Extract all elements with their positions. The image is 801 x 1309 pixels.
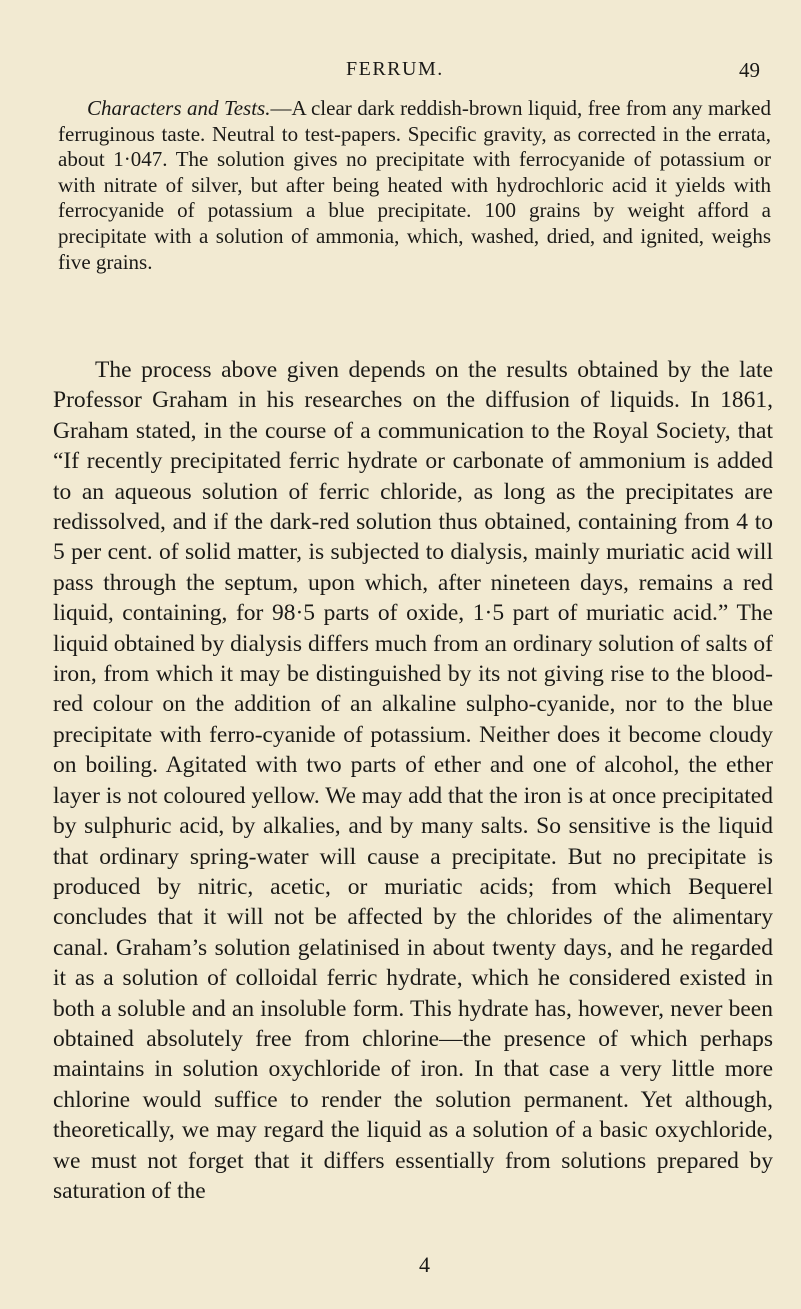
running-title: FERRUM. [346, 58, 444, 80]
running-head [0, 58, 801, 88]
section-heading: Characters and Tests. [87, 96, 271, 120]
characters-and-tests-paragraph [58, 96, 771, 275]
signature-mark: 4 [419, 1252, 430, 1277]
process-paragraph: The process above given depends on the results obtained by the late Professor Graham in his researches on the diffusion of liquids. In 1861, Graham stated, in the course of a communication to the Royal Society, that “If recently precipitated ferric hydrate or carbonate of ammonium is added to an aqueous solution of ferric chloride, as long as the precipitates are redissolved, and if the dark-red solution thus obtained, containing from 4 to 5 per cent. of solid matter, is subjected to dialysis, mainly muriatic acid will pass through the septum, upon which, after nineteen days, remains a red liquid, containing, for 98·5 parts of oxide, 1·5 part of muriatic acid.” The liquid obtained by dialysis differs much from an ordinary solution of salts of iron, from which it may be distinguished by its not giving rise to the blood-red colour on the addition of an alkaline sulpho-cyanide, nor to the blue precipitate with ferro-cyanide of potassium. Neither does it become cloudy on boiling. Agitated with two parts of ether and one of alcohol, the ether layer is not coloured yellow. We may add that the iron is at once precipitated by sulphuric acid, by alkalies, and by many salts. So sensitive is the liquid that ordinary spring-water will cause a precipitate. But no precipitate is produced by nitric, acetic, or muriatic acids; from which Bequerel concludes that it will not be affected by the chlorides of the alimentary canal. Graham’s solution gelatinised in about twenty days, and he regarded it as a solution of colloidal ferric hydrate, which he considered existed in both a soluble and an insoluble form. This hydrate has, however, never been obtained absolutely free from chlorine—the presence of which perhaps maintains in solution oxychloride of iron. In that case a very little more chlorine would suffice to render the solution permanent. Yet although, theoretically, we may regard the liquid as a solution of a basic oxychloride, we must not forget that it differs essentially from solutions prepared by saturation of the [53, 357, 773, 1204]
characters-text: —A clear dark reddish-brown liquid, free from any marked ferruginous taste. Neutral to test-papers. Specific gravity, as corrected in the errata, about 1·047. The solution gives no precipitate with ferrocyanide of potassium or with nitrate of silver, but after being heated with hydrochloric acid it yields with ferrocyanide of potassium a blue precipitate. 100 grains by weight afford a precipitate with a solution of ammonia, which, washed, dried, and ignited, weighs five grains. [58, 96, 771, 274]
page-number: 49 [739, 58, 760, 82]
